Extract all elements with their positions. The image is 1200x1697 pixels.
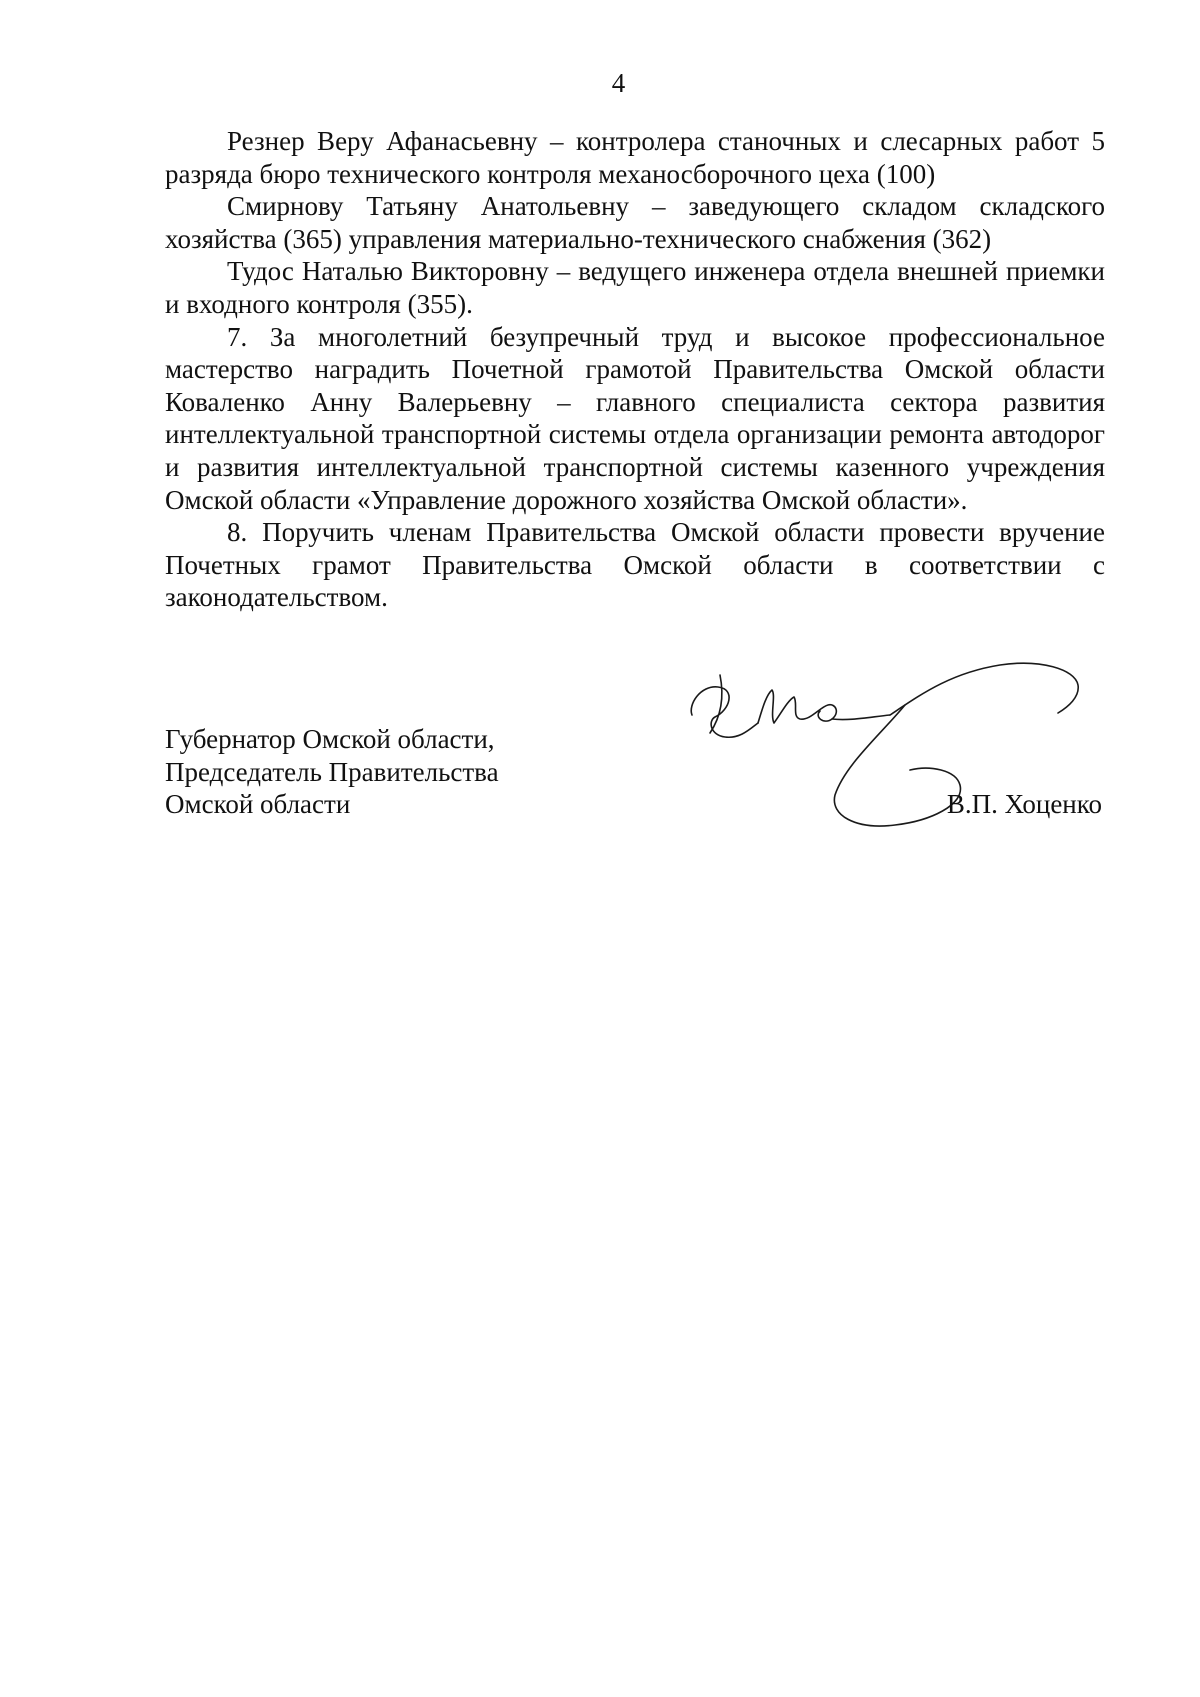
paragraph-award-tudos: Тудос Наталью Викторовну – ведущего инженера отдела внешней приемки и входного контроля (355). — [165, 256, 1105, 319]
paragraph-award-rezner: Резнер Веру Афанасьевну – контролера станочных и слесарных работ 5 разряда бюро технического контроля механосборочного цеха (100) — [165, 126, 1105, 189]
signatory-title — [165, 723, 499, 821]
document-body — [165, 125, 1105, 614]
paragraph-item-7: 7. За многолетний безупречный труд и высокое профессиональное мастерство наградить Почетной грамотой Правительства Омской области Коваленко Анну Валерьевну – главного специалиста сектора развития интеллектуальной транспортной системы отдела организации ремонта автодорог и развития интеллектуальной транспортной системы казенного учреждения Омской области «Управление дорожного хозяйства Омской области». — [165, 321, 1105, 515]
signatory-title-line: Председатель Правительства — [165, 756, 499, 787]
signer-name: В.П. Хоценко — [946, 789, 1102, 819]
page-number: 4 — [611, 68, 626, 98]
signatory-title-line: Губернатор Омской области, — [165, 724, 495, 754]
signatory-title-line: Омской области — [165, 789, 351, 820]
paragraph-item-8: 8. Поручить членам Правительства Омской области провести вручение Почетных грамот Правительства Омской области в соответствии с законодательством. — [165, 517, 1105, 613]
paragraph-award-smirnova: Смирнову Татьяну Анатольевну – заведующего складом складского хозяйства (365) управления материально-технического снабжения (362) — [165, 191, 1105, 254]
